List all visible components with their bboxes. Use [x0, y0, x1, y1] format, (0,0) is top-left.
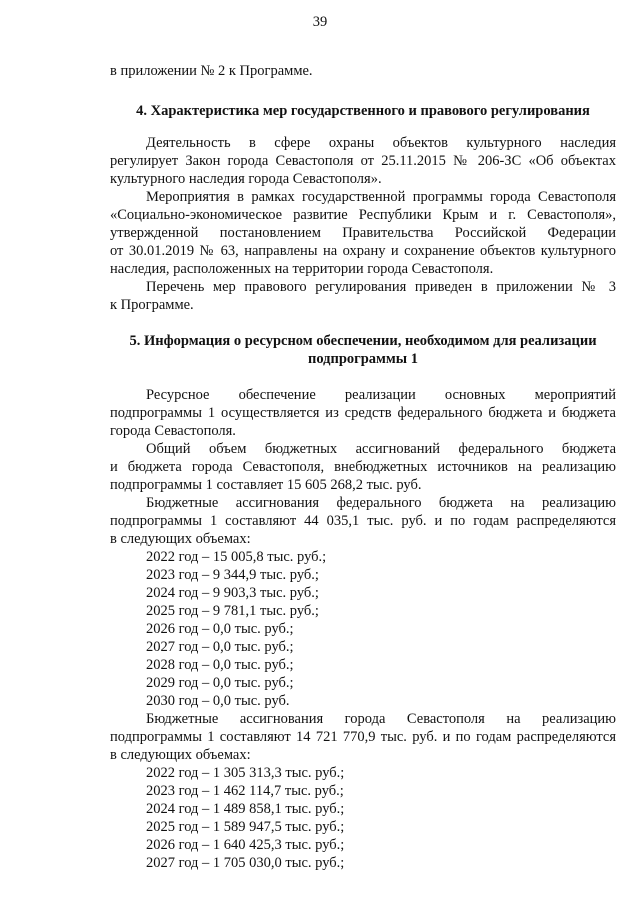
- federal-year-line: 2027 год – 0,0 тыс. руб.;: [146, 639, 294, 655]
- federal-year-line: 2026 год – 0,0 тыс. руб.;: [146, 621, 294, 637]
- federal-year-line: 2022 год – 15 005,8 тыс. руб.;: [146, 549, 327, 565]
- section-4-p1-line: Деятельность в сфере охраны объектов культурного наследия: [146, 135, 616, 151]
- section-5-heading-line1: 5. Информация о ресурсном обеспечении, необходимом для реализации: [129, 333, 597, 349]
- city-year-line: 2026 год – 1 640 425,3 тыс. руб.;: [146, 837, 345, 853]
- section-5-p2-line: подпрограммы 1 составляет 15 605 268,2 тыс. руб.: [110, 477, 422, 493]
- intro-line: в приложении № 2 к Программе.: [110, 63, 313, 79]
- federal-year-line: 2028 год – 0,0 тыс. руб.;: [146, 657, 294, 673]
- city-year-line: 2025 год – 1 589 947,5 тыс. руб.;: [146, 819, 345, 835]
- section-4-heading: 4. Характеристика мер государственного и правового регулирования: [136, 103, 590, 119]
- section-4-p2-line: от 30.01.2019 № 63, направлены на охрану и сохранение объектов культурного: [110, 243, 616, 259]
- federal-year-line: 2024 год – 9 903,3 тыс. руб.;: [146, 585, 319, 601]
- section-5-p4-line: в следующих объемах:: [110, 747, 251, 763]
- section-4-p2-line: утвержденной постановлением Правительства Российской Федерации: [110, 225, 616, 241]
- section-5-p3-line: Бюджетные ассигнования федерального бюджета на реализацию: [146, 495, 616, 511]
- section-4-p2-line: наследия, расположенных на территории города Севастополя.: [110, 261, 494, 277]
- section-5-heading-line2: подпрограммы 1: [307, 351, 419, 367]
- federal-year-line: 2030 год – 0,0 тыс. руб.: [146, 693, 290, 709]
- federal-year-line: 2029 год – 0,0 тыс. руб.;: [146, 675, 294, 691]
- section-4-p2-line: Мероприятия в рамках государственной программы города Севастополя: [146, 189, 616, 205]
- city-year-line: 2023 год – 1 462 114,7 тыс. руб.;: [146, 783, 344, 799]
- section-5-p2-line: и бюджета города Севастополя, внебюджетных источников на реализацию: [110, 459, 616, 475]
- section-5-p4-line: Бюджетные ассигнования города Севастополя на реализацию: [146, 711, 616, 727]
- section-4-p2-line: «Социально-экономическое развитие Республики Крым и г. Севастополя»,: [110, 207, 616, 223]
- section-5-p2-line: Общий объем бюджетных ассигнований федерального бюджета: [146, 441, 616, 457]
- federal-year-line: 2023 год – 9 344,9 тыс. руб.;: [146, 567, 319, 583]
- section-5-p3-line: подпрограммы 1 составляют 44 035,1 тыс. руб. и по годам распределяются: [110, 513, 616, 529]
- city-year-line: 2022 год – 1 305 313,3 тыс. руб.;: [146, 765, 345, 781]
- section-4-p3-line: Перечень мер правового регулирования приведен в приложении № 3: [146, 279, 616, 295]
- section-4-p1-line: регулирует Закон города Севастополя от 25.11.2015 № 206-ЗС «Об объектах: [110, 153, 616, 169]
- section-5-p1-line: города Севастополя.: [110, 423, 236, 439]
- section-5-p1-line: подпрограммы 1 осуществляется из средств федерального бюджета и бюджета: [110, 405, 616, 421]
- federal-year-line: 2025 год – 9 781,1 тыс. руб.;: [146, 603, 319, 619]
- city-year-line: 2027 год – 1 705 030,0 тыс. руб.;: [146, 855, 345, 871]
- section-4-p1-line: культурного наследия города Севастополя».: [110, 171, 382, 187]
- section-5-p1-line: Ресурсное обеспечение реализации основных мероприятий: [146, 387, 616, 403]
- section-4-p3-line: к Программе.: [110, 297, 194, 313]
- page-number: 39: [312, 14, 328, 30]
- section-5-p3-line: в следующих объемах:: [110, 531, 251, 547]
- section-5-p4-line: подпрограммы 1 составляют 14 721 770,9 тыс. руб. и по годам распределяются: [110, 729, 616, 745]
- city-year-line: 2024 год – 1 489 858,1 тыс. руб.;: [146, 801, 345, 817]
